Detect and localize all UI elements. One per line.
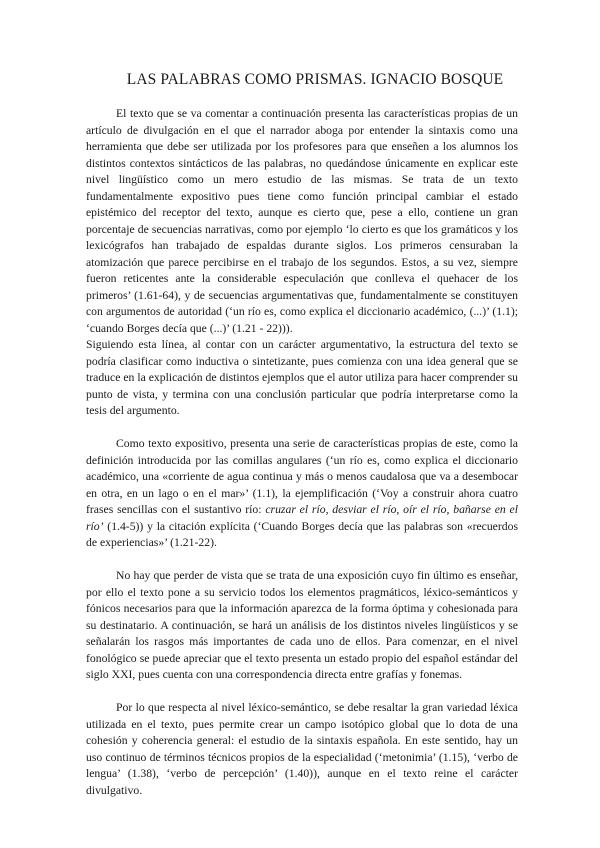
paragraph-expository-text: Como texto expositivo, presenta una serie de características propias de este, como la definición introducida por las comillas angulares (‘un río es, como explica el diccionario académico, una «corriente de agua continua y más o menos caudalosa que va a desembocar en otra, en un lago o en el mar»’ (1.1), la ejemplificación (‘Voy a construir ahora cuatro frases sencillas con el sustantivo río: <box>86 437 518 516</box>
paragraph-spacer <box>86 684 518 701</box>
paragraph-lexical: Por lo que respecta al nivel léxico-semántico, se debe resaltar la gran variedad léxica utilizada en el texto, pues permite crear un campo isotópico global que lo dota de una cohesión y coherencia general: el estudio de la sintaxis española. En este sentido, hay un uso continuo de términos técnicos propios de la especialidad (‘metonimia’ (1.15), ‘verbo de lengua’ (1.38), ‘verbo de percepción’ (1.40)), aunque en el texto reine el carácter divulgativo. <box>86 701 518 797</box>
document-body <box>86 106 518 799</box>
paragraph-expository-examples: cruzar el río, desviar el río, oír el río, bañarse en el río’ <box>86 503 518 533</box>
paragraph-structure: Siguiendo esta línea, al contar con un carácter argumentativo, la estructura del texto se podría clasificar como inductiva o sintetizante, pues comienza con una idea general que se traduce en la explicación de distintos ejemplos que el autor utiliza para hacer comprender su punto de vista, y termina con una conclusión particular que podría interpretarse como la tesis del argumento. <box>86 338 518 417</box>
paragraph-spacer <box>86 552 518 569</box>
paragraph-spacer <box>86 420 518 437</box>
paragraph-intro: El texto que se va comentar a continuación presenta las características propias de un artículo de divulgación en el que el narrador aboga por entender la sintaxis como una herramienta que debe ser utilizada por los profesores para que enseñen a los alumnos los distintos contextos sintácticos de las palabras, no quedándose únicamente en explicar este nivel lingüístico como un mero estudio de las mismas. Se trata de un texto fundamentalmente expositivo pues tiene como función principal cambiar el estado epistémico del receptor del texto, aunque es cierto que, pese a ello, contiene un gran porcentaje de secuencias narrativas, como por ejemplo ‘lo cierto es que los gramáticos y los lexicógrafos han trabajado de espaldas durante siglos. Los primeros censuraban la atomización que parece percibirse en el trabajo de los segundos. Estos, a su vez, siempre fueron reticentes ante la considerable especulación que conlleva el quehacer de los primeros’ (1.61-64), y de secuencias argumentativas que, fundamentalmente se constituyen con argumentos de autoridad (‘un río es, como explica el diccionario académico, (...)’ (1.1); ‘cuando Borges decía que (...)’ (1.21 - 22))). <box>86 107 518 335</box>
document-title: LAS PALABRAS COMO PRISMAS. IGNACIO BOSQUE <box>126 71 504 88</box>
paragraph-levels: No hay que perder de vista que se trata de una exposición cuyo fin último es enseñar, por ello el texto pone a su servicio todos los elementos pragmáticos, léxico-semánticos y fónicos necesarios para que la información aparezca de la forma óptima y cohesionada para su destinatario. A continuación, se hará un análisis de los distintos niveles lingüísticos y se señalarán los rasgos más importantes de cada uno de ellos. Para comenzar, en el nivel fonológico se puede apreciar que el texto presenta un estado propio del español estándar del siglo XXI, pues cuenta con una correspondencia directa entre grafías y fonemas. <box>86 569 518 681</box>
paragraph-expository <box>86 436 518 552</box>
paragraph-expository-text-end: (1.4-5)) y la citación explícita (‘Cuando Borges decía que las palabras son «recuerdos de experiencias»’ (1.21-22). <box>86 519 518 549</box>
